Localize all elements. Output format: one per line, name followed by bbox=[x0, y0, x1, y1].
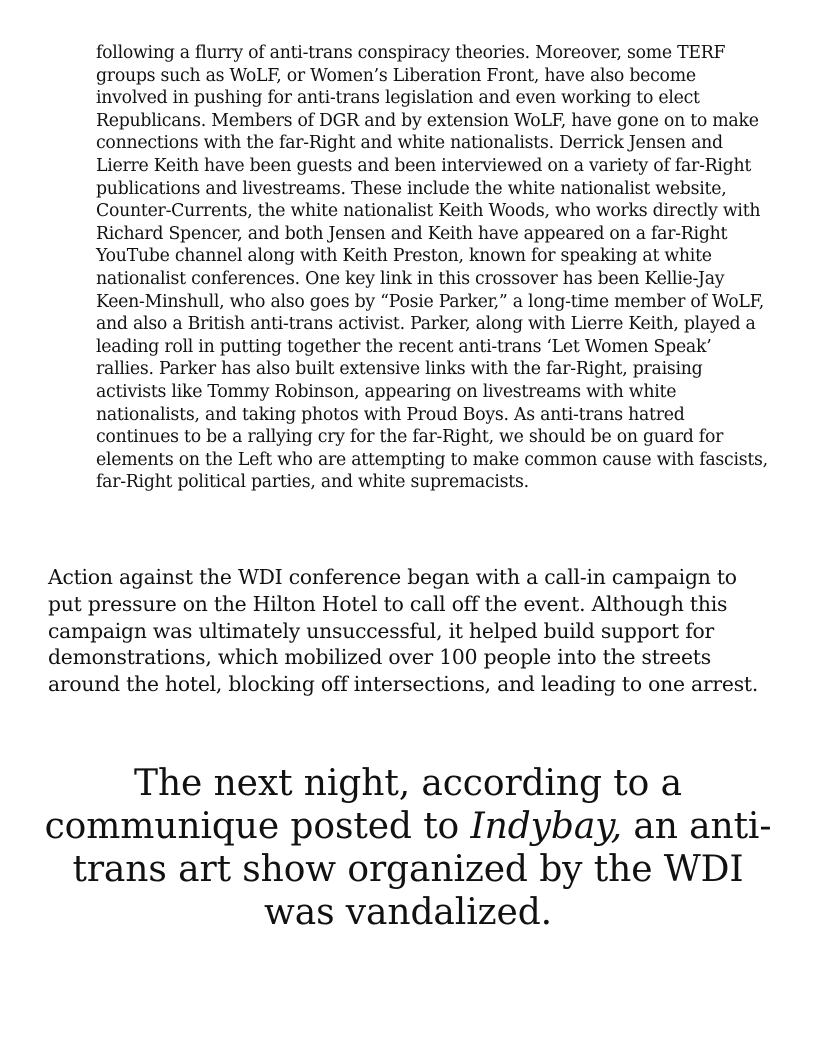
pull-quote-italic-source: Indybay, bbox=[470, 806, 622, 847]
body-paragraph: Action against the WDI conference began with a call-in campaign to put pressure on the Hilton Hotel to call off the event. Although this campaign was ultimately unsuccessful, it helped build support for demonstrations, which mobilized over 100 people into the streets around the hotel, blocking off intersections, and leading to one arrest. bbox=[48, 565, 759, 697]
pull-quote bbox=[40, 762, 776, 934]
indented-block-quote: following a flurry of anti-trans conspiracy theories. Moreover, some TERF groups such as WoLF, or Women’s Liberation Front, have also become involved in pushing for anti-trans legislation and even working to elect Republicans. Members of DGR and by extension WoLF, have gone on to make connections with the far-Right and white nationalists. Derrick Jensen and Lierre Keith have been guests and been interviewed on a variety of far-Right publications and livestreams. These include the white nationalist website, Counter-Currents, the white nationalist Keith Woods, who works directly with Richard Spencer, and both Jensen and Keith have appeared on a far-Right YouTube channel along with Keith Preston, known for speaking at white nationalist conferences. One key link in this crossover has been Kellie-Jay Keen-Minshull, who also goes by “Posie Parker,” a long-time member of WoLF, and also a British anti-trans activist. Parker, along with Lierre Keith, played a leading roll in putting together the recent anti-trans ‘Let Women Speak’ rallies. Parker has also built extensive links with the far-Right, praising activists like Tommy Robinson, appearing on livestreams with white nationalists, and taking photos with Proud Boys. As anti-trans hatred continues to be a rallying cry for the far-Right, we should be on guard for elements on the Left who are attempting to make common cause with fascists, far-Right political parties, and white supremacists. bbox=[96, 43, 768, 493]
pull-quote-text-before: The next night, according to a communique posted to bbox=[44, 763, 682, 847]
pull-quote-text-after: an anti-trans art show organized by the WDI was vandalized. bbox=[72, 806, 772, 933]
